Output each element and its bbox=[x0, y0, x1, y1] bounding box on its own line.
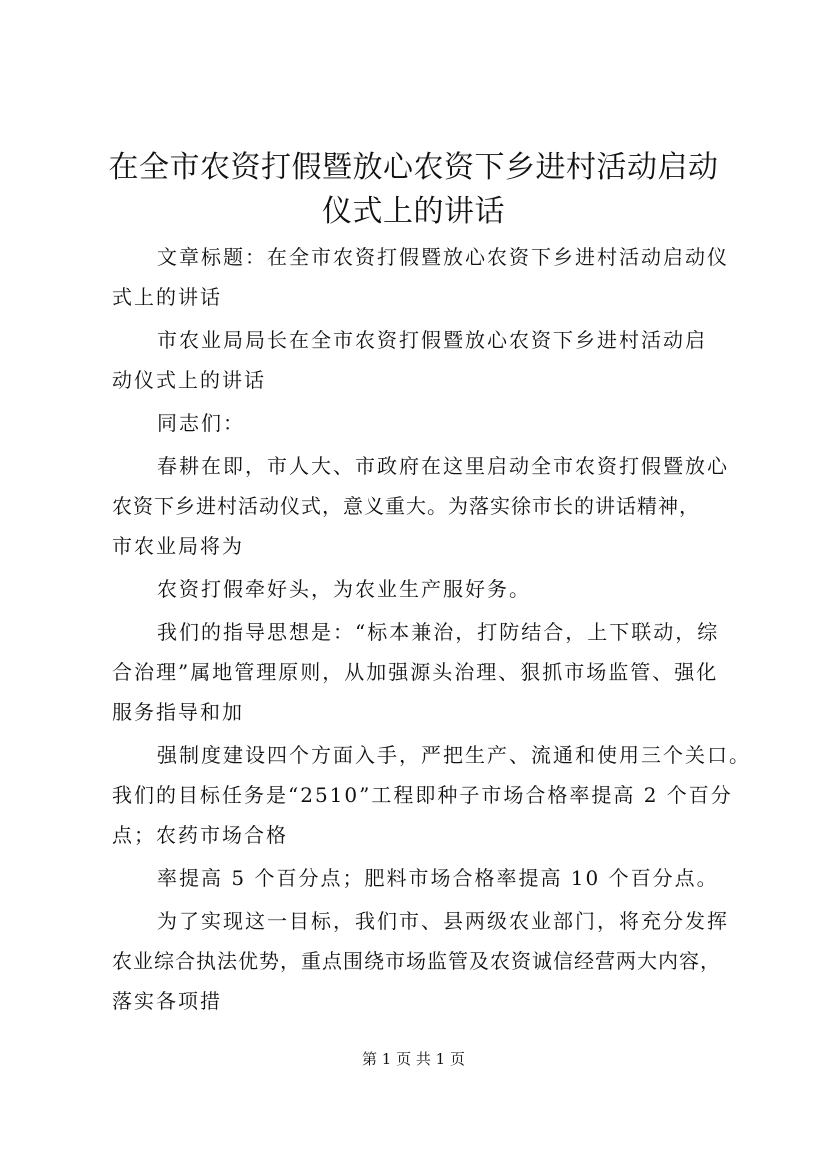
body-line: 动仪式上的讲话 bbox=[112, 368, 266, 392]
body-line: 农业综合执法优势，重点围绕市场监管及农资诚信经营两大内容， bbox=[112, 949, 721, 973]
body-line: 合治理”属地管理原则，从加强源头治理、狠抓市场监管、强化 bbox=[112, 660, 719, 684]
body-line: 农资下乡进村活动仪式，意义重大。为落实徐市长的讲话精神， bbox=[112, 494, 700, 518]
body-line: 强制度建设四个方面入手，严把生产、流通和使用三个关口。 bbox=[157, 743, 751, 767]
body-line: 为了实现这一目标，我们市、县两级农业部门，将充分发挥 bbox=[157, 909, 729, 933]
document-title-line-2: 仪式上的讲话 bbox=[322, 194, 505, 229]
document-title-line-1: 在全市农资打假暨放心农资下乡进村活动启动 bbox=[108, 150, 719, 185]
body-line: 点；农药市场合格 bbox=[112, 823, 288, 847]
body-line: 同志们： bbox=[157, 411, 245, 435]
body-line: 市农业局将为 bbox=[112, 534, 244, 558]
body-line: 服务指导和加 bbox=[112, 700, 244, 724]
body-line: 文章标题：在全市农资打假暨放心农资下乡进村活动启动仪 bbox=[157, 245, 729, 269]
body-line: 市农业局局长在全市农资打假暨放心农资下乡进村活动启 bbox=[157, 328, 707, 352]
body-line: 我们的目标任务是“2510”工程即种子市场合格率提高 2 个百分 bbox=[112, 783, 733, 807]
body-line: 式上的讲话 bbox=[112, 285, 222, 309]
body-line: 春耕在即，市人大、市政府在这里启动全市农资打假暨放心 bbox=[157, 454, 729, 478]
body-line: 农资打假牵好头，为农业生产服好务。 bbox=[157, 577, 531, 601]
page-footer: 第 1 页 共 1 页 bbox=[362, 1050, 465, 1068]
body-line: 我们的指导思想是：“标本兼治，打防结合，上下联动，综 bbox=[157, 620, 720, 644]
body-line: 落实各项措 bbox=[112, 989, 222, 1013]
body-line: 率提高 5 个百分点；肥料市场合格率提高 10 个百分点。 bbox=[157, 866, 719, 890]
